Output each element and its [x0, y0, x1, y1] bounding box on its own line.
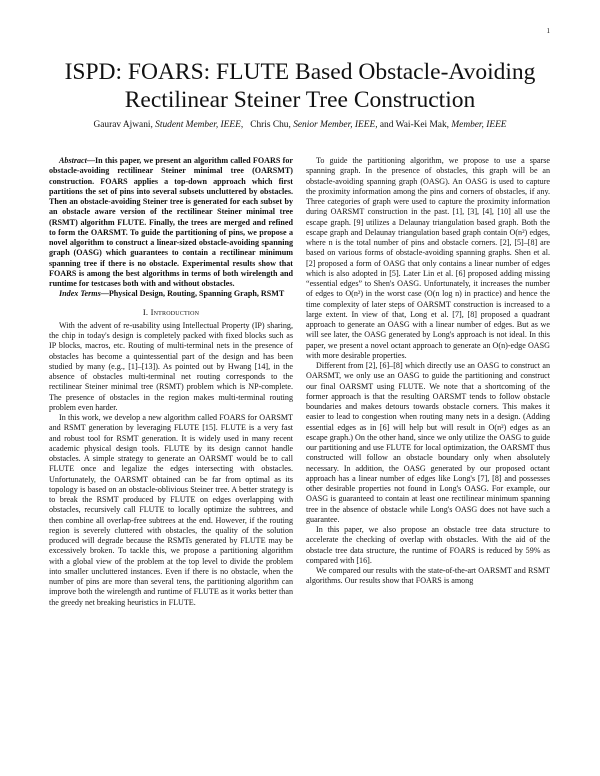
abstract-text: —In this paper, we present an algorithm called FOARS for obstacle-avoiding rectilinear Steiner minimal tree (OARSMT) construction. FOARS applies a top-down approach which first partitions the set of pins into several subsets uncluttered by obstacles. Then an obstacle-avoiding Steiner tree is generated for each subset by an obstacle aware version of the rectilinear Steiner minimal tree (RSMT) algorithm FLUTE. Finally, the trees are merged and refined to form the OARSMT. To guide the partitioning of pins, we propose a novel algorithm to construct a linear-sized obstacle-avoiding spanning graph (OASG) which guarantees to contain a rectilinear minimum spanning tree if there is no obstacle. Experimental results show that FOARS is among the best algorithms in terms of both wirelength and runtime for testcases both with and without obstacles.: [49, 156, 293, 288]
index-terms: [49, 289, 293, 299]
section-heading: I. Introduction: [142, 306, 200, 317]
author-line: [30, 120, 570, 130]
index-terms-label: Index Terms: [59, 289, 101, 299]
body-paragraph: With the advent of re-usability using Intellectual Property (IP) sharing, the chip in today's design is completely packed with fixed blocks such as IP blocks, macros, etc. Routing of multi-terminal nets in the presence of obstacles has become a quintessential part of the design and has been studied by many (e.g., [1]–[13]). As pointed out by Hwang [14], in the absence of obstacles multi-terminal net routing corresponds to the rectilinear Steiner minimal tree (RSMT) problem which is NP-complete. The presence of obstacles in the region makes multi-terminal routing problem even harder.: [49, 320, 293, 412]
author-affiliation: Student Member, IEEE,: [155, 120, 244, 130]
body-paragraph: In this paper, we also propose an obstacle tree data structure to accelerate the checking of overlap with obstacles. With the aid of the obstacle tree data structure, the runtime of FOARS is reduced by 59% as compared with [16].: [306, 525, 550, 565]
author-name: Gaurav Ajwani,: [93, 120, 153, 130]
author-name: and Wai-Kei Mak,: [379, 120, 449, 130]
index-terms-text: —Physical Design, Routing, Spanning Graph, RSMT: [100, 289, 285, 299]
right-column: [306, 156, 550, 587]
paper-title: ISPD: FOARS: FLUTE Based Obstacle-Avoiding Rectilinear Steiner Tree Construction: [64, 59, 536, 113]
abstract-label: Abstract: [59, 156, 87, 165]
body-paragraph: Different from [2], [6]–[8] which directly use an OASG to construct an OARSMT, we only use an OASG to guide the partitioning and construct our final OARSMT using FLUTE. We note that a shortcoming of the former approach is that the resulting OARSMT tends to follow obstacle boundaries and makes detours towards obstacle corners. This makes it easier to lead to congestion when routing many nets in a design. (Adding essential edges as in [6] will help but will result in O(n²) edges as an escape graph.) On the other hand, since we only utilize the OASG to guide our partitioning and use FLUTE for local optimization, the OARSMT thus constructed will follow an obstacle boundary only when absolutely necessary. In addition, the OASG generated by our proposed octant approach has a linear number of edges like Long's [7], [8] and possesses other desirable properties not found in Long's OASG. For example, our OASG is guaranteed to contain at least one rectilinear minimum spanning tree in the absence of obstacle while Long's OASG does not have such a guarantee.: [306, 361, 550, 524]
body-paragraph: In this work, we develop a new algorithm called FOARS for OARSMT and RSMT generation by leveraging FLUTE [15]. FLUTE is a very fast and robust tool for RSMT generation. It is widely used in many recent academic physical design tools. FLUTE by its design cannot handle obstacles. A simple strategy to generate an OARSMT would be to call FLUTE once and legalize the edges intersecting with obstacles. Unfortunately, the OARSMT obtained can be far from optimal as its topology is based on an obstacle-oblivious Steiner tree. A better strategy is to break the RSMT produced by FLUTE on edges overlapping with obstacles, recursively call FLUTE to locally optimize the subtrees, and then combine all overlap-free subtrees at the end. However, if the routing region is severely cluttered with obstacles, the quality of the solution produced will degrade because the RSMTs generated by FLUTE may be excessively broken. To tackle this, we propose a partitioning algorithm with a global view of the problem at the top level to divide the problem into smaller uncluttered instances. Even if there is no obstacle, when the number of pins are more than several tens, the partitioning algorithm can improve both the wirelength and runtime of FLUTE as it works better than the greedy net breaking heuristics in FLUTE.: [49, 413, 293, 607]
body-paragraph: To guide the partitioning algorithm, we propose to use a sparse spanning graph. In the presence of obstacles, this graph will be an obstacle-avoiding spanning graph (OASG). An OASG is used to capture the proximity information among the pins and corners of obstacles, if any. Three categories of graph were used to capture the proximity information during OARSMT construction in the past. [1], [3], [4], [10] all use the escape graph. [9] utilizes a Delaunay triangulation based graph. Both the escape graph and Delaunay triangulation based graph contain O(n²) edges, where n is the total number of pins and obstacle corners. [2], [5]–[8] are based on various forms of obstacle-avoiding spanning graphs. Shen et al. [2] proposed a form of OASG that only contains a linear number of edges which is also adopted in [5]. Later Lin et al. [6] proposed adding missing “essential edges” to Shen's OASG. Unfortunately, it increases the number of edges to O(n²) in the worst case (O(n log n) in practice) and hence the time complexity of later steps of OARSMT construction is increased to a large extent. In view of that, Long et al. [7], [8] proposed a quadrant approach to generate an OASG with a linear number of edges. But as we will see later, the OASG generated by Long's approach is not ideal. In this paper, we present a novel octant approach to generate an O(n)-edge OASG with more desirable properties.: [306, 156, 550, 360]
author-affiliation: Member, IEEE: [451, 120, 507, 130]
body-paragraph: We compared our results with the state-of-the-art OARSMT and RSMT algorithms. Our results show that FOARS is among: [306, 566, 550, 586]
left-column: [49, 156, 293, 608]
abstract: [49, 156, 293, 289]
page-number: 1: [546, 27, 550, 35]
author-affiliation: Senior Member, IEEE,: [293, 120, 378, 130]
author-name: Chris Chu,: [250, 120, 291, 130]
